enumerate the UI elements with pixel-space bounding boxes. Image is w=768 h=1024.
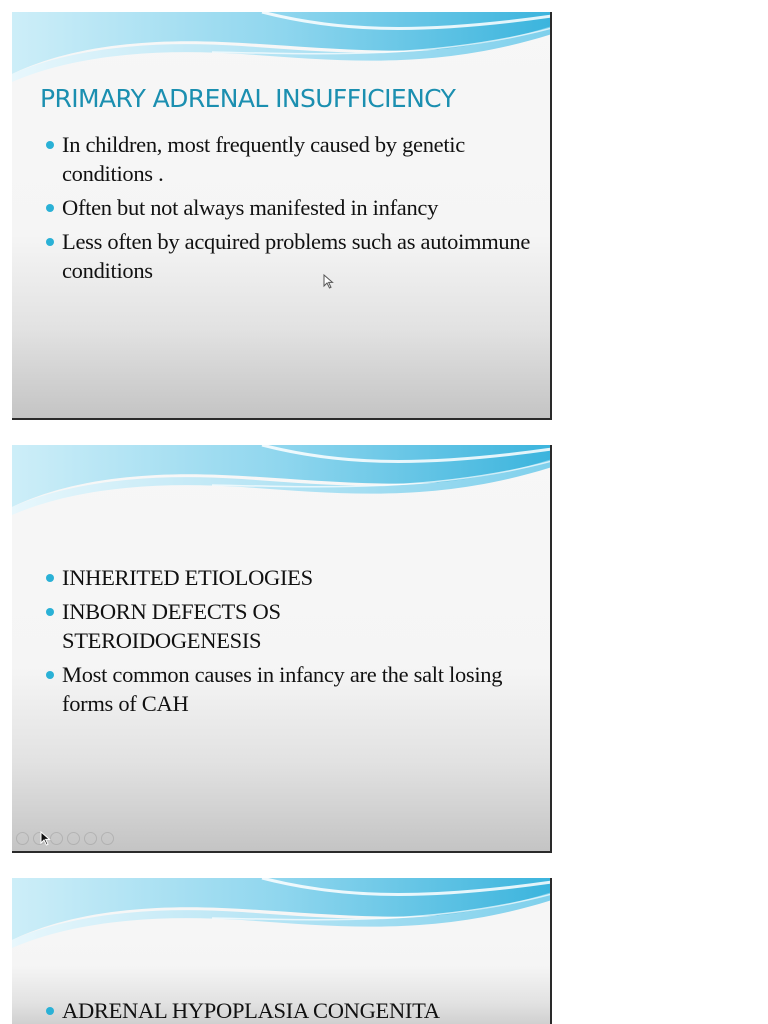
slide-title: PRIMARY ADRENAL INSUFFICIENCY (40, 84, 456, 113)
bullet-text: ADRENAL HYPOPLASIA CONGENITA (62, 998, 440, 1023)
slides-grid-icon[interactable] (67, 832, 80, 845)
bullet-dot-icon (46, 574, 54, 582)
bullet-list (46, 130, 530, 290)
bullet-dot-icon (46, 238, 54, 246)
bullet-text: Often but not always manifested in infancy (62, 195, 439, 220)
header-swoosh-graphic (12, 445, 552, 525)
bullet-dot-icon (46, 1007, 54, 1015)
header-swoosh-graphic (12, 12, 552, 92)
more-options-icon[interactable] (101, 832, 114, 845)
list-item (46, 563, 530, 592)
slide-1[interactable] (12, 12, 552, 420)
bullet-dot-icon (46, 141, 54, 149)
bullet-text: INBORN DEFECTS OS STEROIDOGENESIS (62, 599, 281, 653)
bullet-text: INHERITED ETIOLOGIES (62, 565, 313, 590)
list-item (46, 130, 530, 188)
previous-icon[interactable] (16, 832, 29, 845)
zoom-icon[interactable] (84, 832, 97, 845)
list-item (46, 660, 530, 718)
bullet-text: Most common causes in infancy are the salt losing forms of CAH (62, 662, 503, 716)
list-item (46, 227, 530, 285)
bullet-dot-icon (46, 671, 54, 679)
bullet-list (46, 563, 530, 723)
mouse-pointer-icon (40, 831, 52, 847)
bullet-list (46, 996, 530, 1024)
slideshow-toolbar (16, 832, 114, 845)
bullet-dot-icon (46, 608, 54, 616)
slide-3[interactable] (12, 878, 552, 1024)
header-swoosh-graphic (12, 878, 552, 958)
list-item (46, 193, 530, 222)
slide-2[interactable] (12, 445, 552, 853)
mouse-pointer-icon (323, 274, 335, 290)
bullet-text: In children, most frequently caused by genetic conditions . (62, 132, 465, 186)
list-item (46, 597, 530, 655)
bullet-text: Less often by acquired problems such as autoimmune conditions (62, 229, 531, 283)
list-item (46, 996, 530, 1024)
bullet-dot-icon (46, 204, 54, 212)
